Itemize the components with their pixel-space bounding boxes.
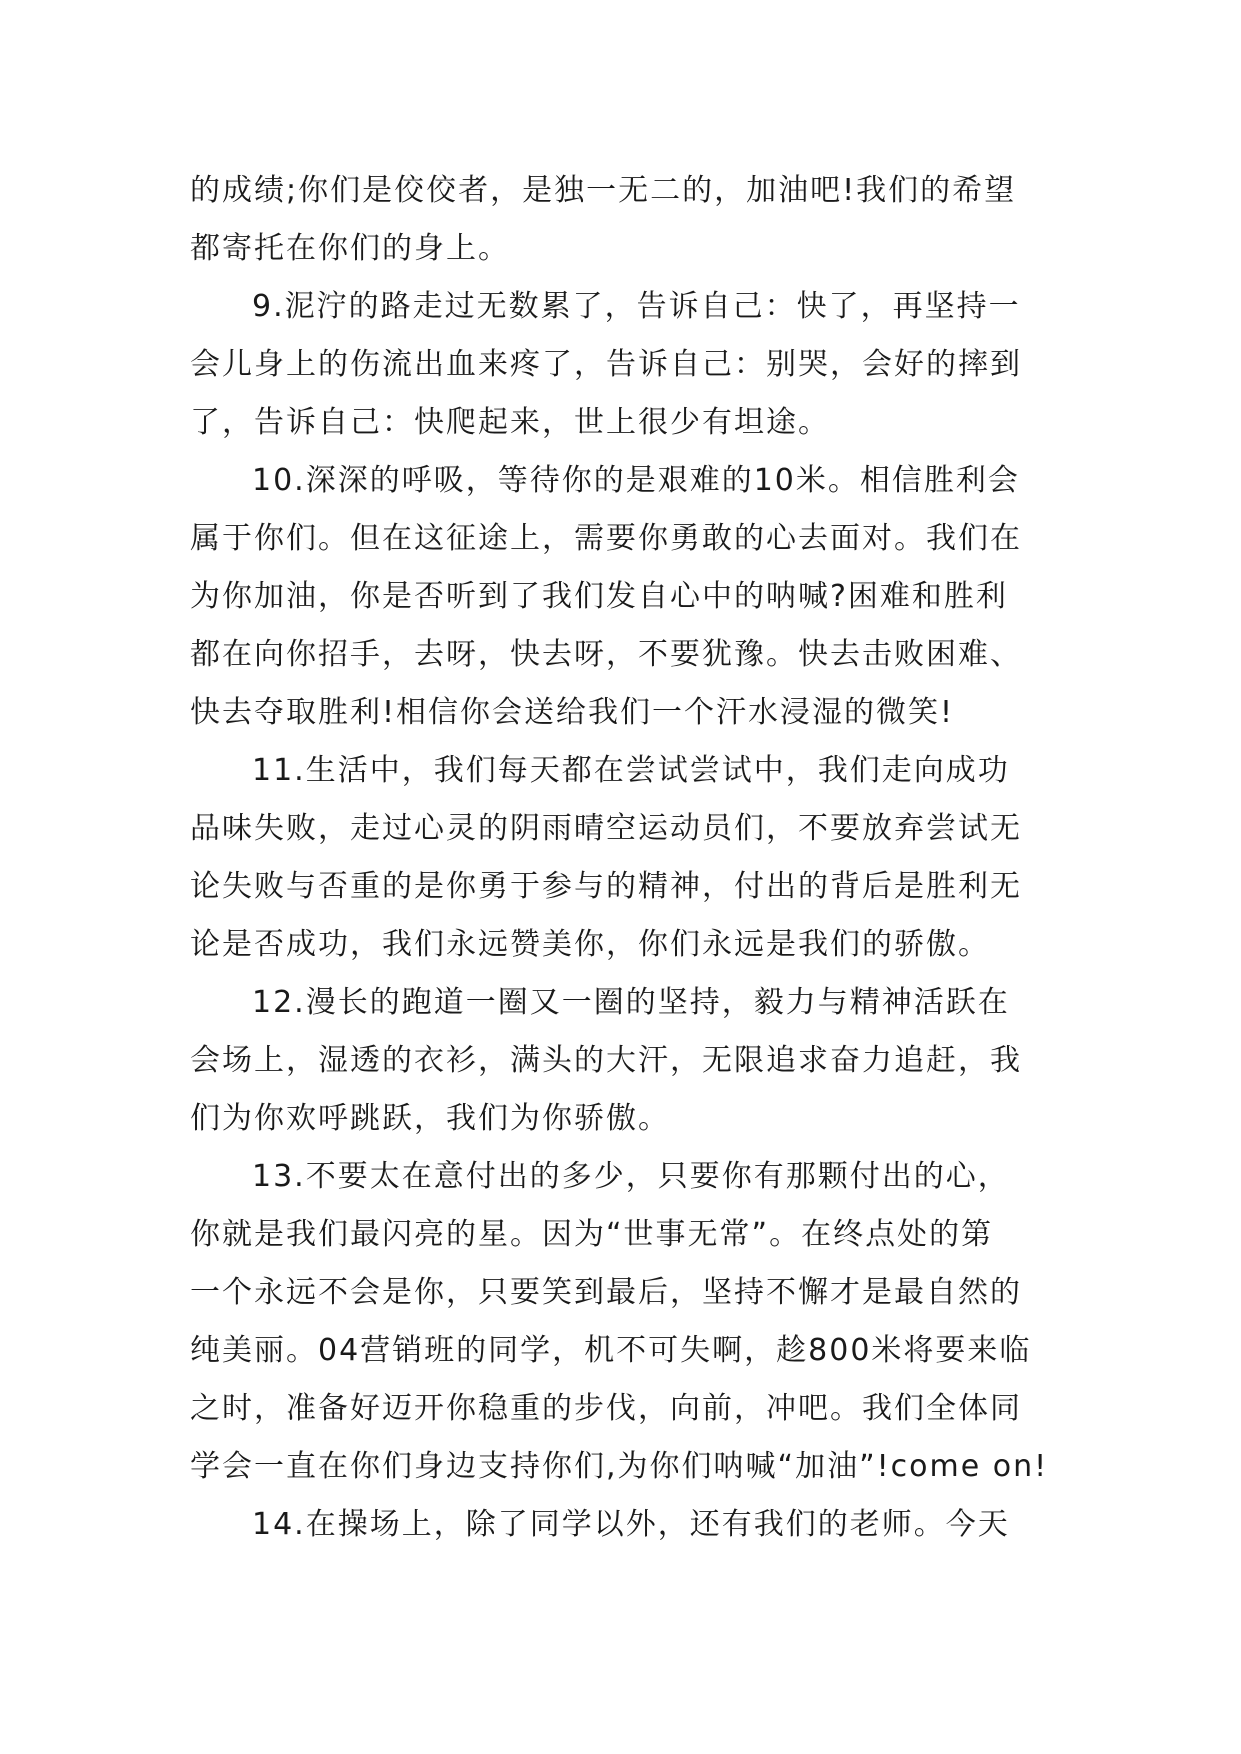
- text-line: 纯美丽。04营销班的同学，机不可失啊，趁800米将要来临: [190, 1333, 1032, 1368]
- text-line: 之时，准备好迈开你稳重的步伐，向前，冲吧。我们全体同: [190, 1391, 1022, 1426]
- text-line: 一个永远不会是你，只要笑到最后，坚持不懈才是最自然的: [190, 1275, 1022, 1310]
- text-line: 论失败与否重的是你勇于参与的精神，付出的背后是胜利无: [190, 869, 1022, 904]
- text-line: 12.漫长的跑道一圈又一圈的坚持，毅力与精神活跃在: [252, 985, 1010, 1020]
- text-line: 的成绩;你们是佼佼者，是独一无二的，加油吧!我们的希望: [190, 173, 1017, 208]
- text-line: 11.生活中，我们每天都在尝试尝试中，我们走向成功: [252, 753, 1010, 788]
- text-line: 你就是我们最闪亮的星。因为“世事无常”。在终点处的第: [190, 1217, 994, 1252]
- text-line: 10.深深的呼吸，等待你的是艰难的10米。相信胜利会: [252, 463, 1020, 498]
- text-line: 快去夺取胜利!相信你会送给我们一个汗水浸湿的微笑!: [190, 695, 955, 730]
- text-line: 学会一直在你们身边支持你们,为你们呐喊“加油”!come on!: [190, 1449, 1049, 1484]
- text-line: 都在向你招手，去呀，快去呀，不要犹豫。快去击败困难、: [190, 637, 1022, 672]
- text-line: 论是否成功，我们永远赞美你，你们永远是我们的骄傲。: [190, 927, 990, 962]
- text-line: 会儿身上的伤流出血来疼了，告诉自己：别哭，会好的摔到: [190, 347, 1022, 382]
- text-line: 们为你欢呼跳跃，我们为你骄傲。: [190, 1101, 670, 1136]
- text-line: 都寄托在你们的身上。: [190, 231, 510, 266]
- text-line: 了，告诉自己：快爬起来，世上很少有坦途。: [190, 405, 830, 440]
- text-line: 为你加油，你是否听到了我们发自心中的呐喊?困难和胜利: [190, 579, 1008, 614]
- text-line: 会场上，湿透的衣衫，满头的大汗，无限追求奋力追赶，我: [190, 1043, 1022, 1078]
- text-line: 13.不要太在意付出的多少，只要你有那颗付出的心，: [252, 1159, 1010, 1194]
- text-line: 品味失败，走过心灵的阴雨晴空运动员们，不要放弃尝试无: [190, 811, 1022, 846]
- text-line: 属于你们。但在这征途上，需要你勇敢的心去面对。我们在: [190, 521, 1022, 556]
- text-line: 14.在操场上，除了同学以外，还有我们的老师。今天: [252, 1507, 1010, 1542]
- text-line: 9.泥泞的路走过无数累了，告诉自己：快了，再坚持一: [252, 289, 1021, 324]
- document-body: [190, 162, 1052, 1554]
